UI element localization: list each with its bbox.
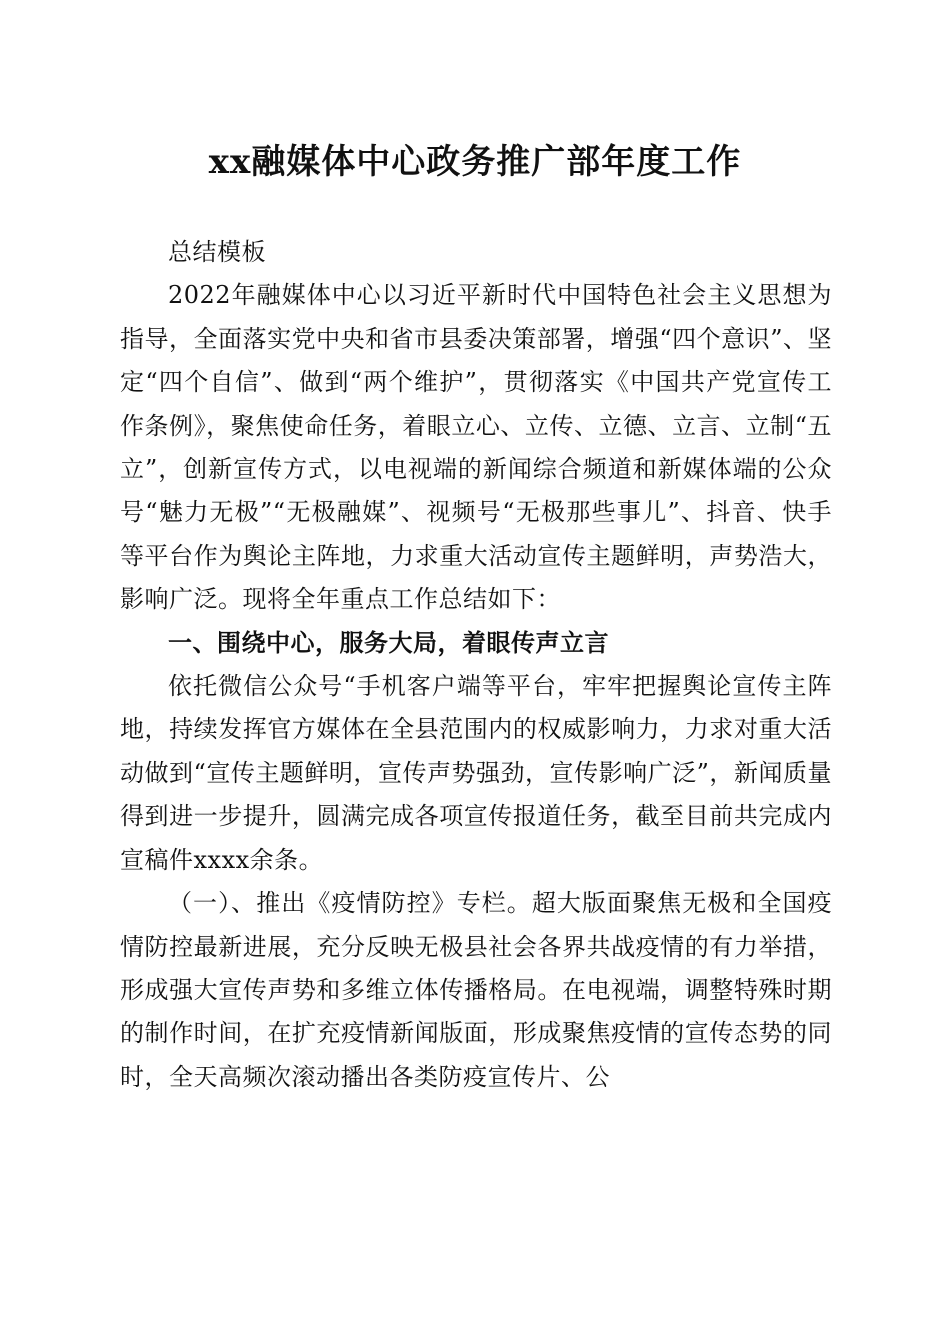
intro-paragraph: 2022年融媒体中心以习近平新时代中国特色社会主义思想为指导，全面落实党中央和省市县委决策部署，增强“四个意识”、坚定“四个自信”、做到“两个维护”，贯彻落实《中国共产党宣传工作条例》，聚焦使命任务，着眼立心、立传、立德、立言、立制“五立”，创新宣传方式，以电视端的新闻综合频道和新媒体端的公众号“魅力无极”“无极融媒”、视频号“无极那些事儿”、抖音、快手等平台作为舆论主阵地，力求重大活动宣传主题鲜明，声势浩大，影响广泛。现将全年重点工作总结如下： [120, 281, 832, 614]
document-title: xx融媒体中心政务推广部年度工作 [208, 142, 742, 182]
subtitle-line: 总结模板 [168, 238, 266, 266]
section-heading-1: 一、围绕中心，服务大局，着眼传声立言 [168, 628, 609, 657]
document-body [120, 231, 832, 1099]
section1-paragraph: 依托微信公众号“手机客户端等平台，牢牢把握舆论宣传主阵地，持续发挥官方媒体在全县范围内的权威影响力，力求对重大活动做到“宣传主题鲜明，宣传声势强劲，宣传影响广泛”，新闻质量得到进一步提升，圆满完成各项宣传报道任务，截至目前共完成内宣稿件xxxx余条。 [120, 672, 832, 874]
section1-sub1-paragraph: （一）、推出《疫情防控》专栏。超大版面聚焦无极和全国疫情防控最新进展，充分反映无极县社会各界共战疫情的有力举措，形成强大宣传声势和多维立体传播格局。在电视端，调整特殊时期的制作时间，在扩充疫情新闻版面，形成聚焦疫情的宣传态势的同时，全天高频次滚动播出各类防疫宣传片、公 [120, 889, 832, 1091]
